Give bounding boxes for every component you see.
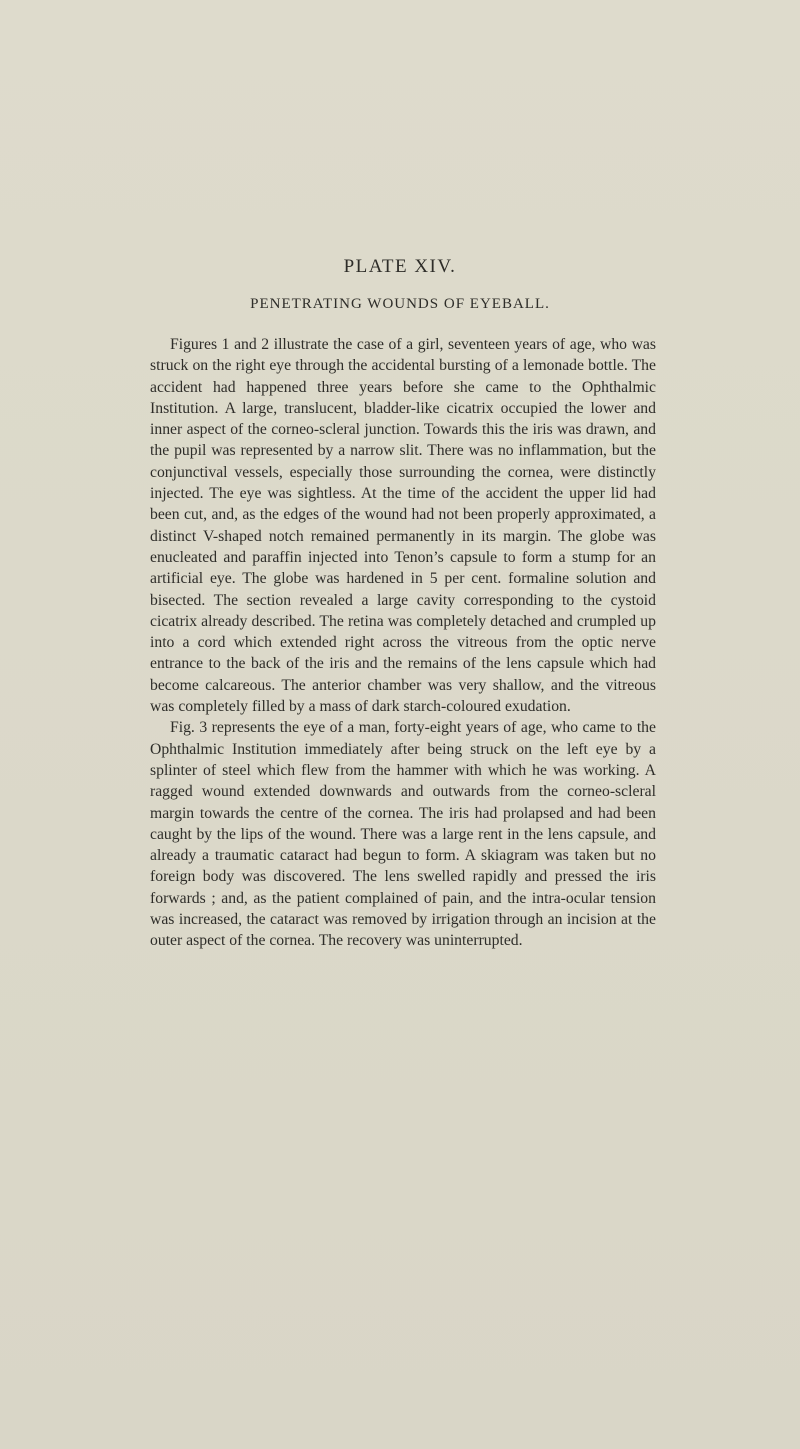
paragraph-figures-1-2: Figures 1 and 2 illustrate the case of a girl, seventeen years of age, who was struck on the right eye through the accidental bursting of a lemonade bottle. The accident had happened three years before she came to the Ophthalmic Institution. A large, translucent, bladder-like cicatrix occupied the lower and inner aspect of the corneo-scleral junction. Towards this the iris was drawn, and the pupil was represented by a narrow slit. There was no inflammation, but the conjunctival vessels, especially those surrounding the cornea, were distinctly injected. The eye was sightless. At the time of the accident the upper lid had been cut, and, as the edges of the wound had not been properly approximated, a distinct V-shaped notch remained permanently in its margin. The globe was enucleated and paraffin injected into Tenon’s capsule to form a stump for an artificial eye. The globe was hardened in 5 per cent. formaline solution and bisected. The section revealed a large cavity corresponding to the cystoid cicatrix already described. The retina was completely detached and crumpled up into a cord which extended right across the vitreous from the optic nerve entrance to the back of the iris and the remains of the lens capsule which had become calcareous. The anterior chamber was very shallow, and the vitreous was completely filled by a mass of dark starch-coloured exudation.: [150, 336, 656, 716]
paragraph-figure-3: Fig. 3 represents the eye of a man, forty-eight years of age, who came to the Ophthalmic Institution immediately after being struck on the left eye by a splinter of steel which flew from the hammer with which he was working. A ragged wound extended downwards and outwards from the corneo-scleral margin towards the centre of the cornea. The iris had prolapsed and had been caught by the lips of the wound. There was a large rent in the lens capsule, and already a traumatic cataract had begun to form. A skiagram was taken but no foreign body was discovered. The lens swelled rapidly and pressed the iris forwards ; and, as the patient complained of pain, and the intra-ocular tension was increased, the cataract was removed by irrigation through an incision at the outer aspect of the cornea. The recovery was uninterrupted.: [150, 719, 656, 950]
plate-title: PLATE XIV.: [343, 256, 457, 277]
body-text: [150, 334, 656, 952]
section-heading: PENETRATING WOUNDS OF EYEBALL.: [250, 296, 550, 312]
